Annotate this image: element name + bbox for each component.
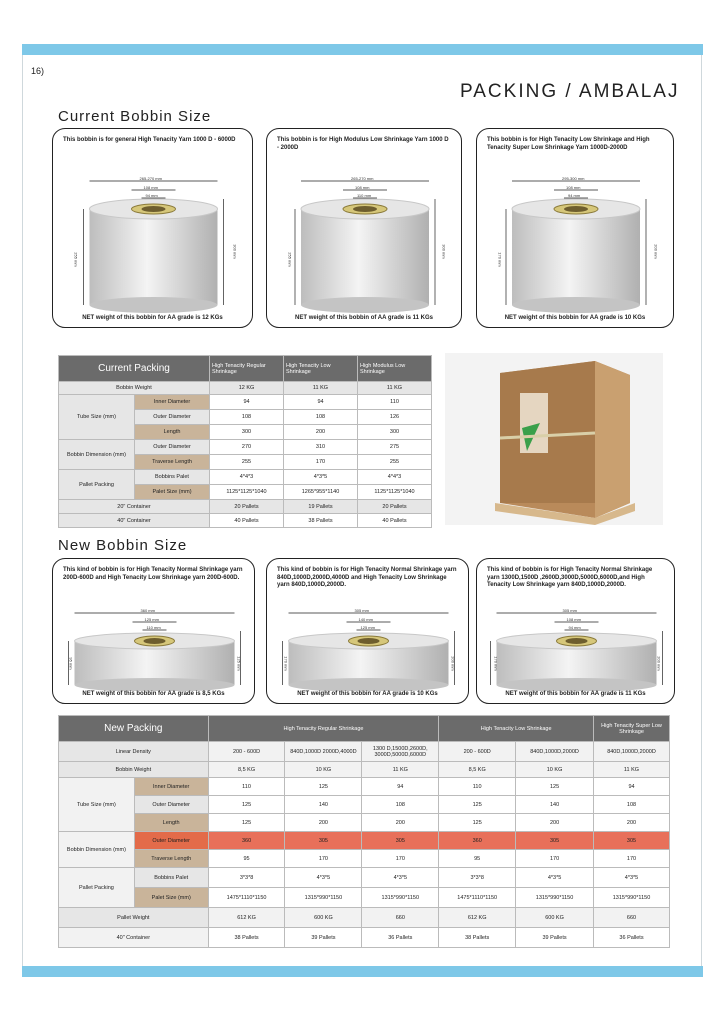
outer-dimension-label: 305 mm	[354, 608, 369, 613]
col-header: High Tenacity Regular Shrinkage	[210, 356, 284, 382]
cell: 140	[516, 796, 594, 814]
cell: 275	[358, 440, 432, 455]
sub-label: Outer Diameter	[135, 440, 210, 455]
cell: 125	[439, 814, 516, 832]
sub-label: Length	[135, 425, 210, 440]
right-height-label: 200 mm	[656, 656, 662, 671]
cell: 612 KG	[208, 908, 285, 928]
bobbin-illustration	[53, 157, 253, 320]
cell: 36 Pallets	[362, 928, 439, 948]
right-height-label: 125 mm	[236, 656, 242, 671]
cell: 38 Pallets	[208, 928, 285, 948]
inner-dimension-label: 94 mm	[568, 625, 581, 630]
cell: 10 KG	[285, 762, 362, 778]
cell: 39 Pallets	[285, 928, 362, 948]
cell: 840D,1000D,2000D	[516, 742, 594, 762]
cell: 200	[362, 814, 439, 832]
cell: 40 Pallets	[210, 514, 284, 528]
cell: 840D,1000D,2000D	[594, 742, 670, 762]
cell: 270	[210, 440, 284, 455]
bottom-accent-bar	[22, 966, 703, 977]
cell: 310	[284, 440, 358, 455]
cell: 660	[362, 908, 439, 928]
cell: 95	[208, 850, 285, 868]
cell: 108	[594, 796, 670, 814]
cell: 660	[594, 908, 670, 928]
mid-dimension-label: 140 mm	[358, 617, 373, 622]
sub-label: Outer Diameter	[135, 410, 210, 425]
sub-label: Bobbins Palet	[134, 868, 208, 888]
bobbin-illustration	[53, 599, 255, 696]
net-weight-note: NET weight of this bobbin for AA grade is 10 KGs	[297, 691, 438, 697]
cell: 94	[284, 395, 358, 410]
left-height-label: 95 mm	[68, 657, 74, 670]
cell: 1125*1125*1040	[210, 485, 284, 500]
bobbin-illustration	[477, 157, 674, 320]
cell: 200	[285, 814, 362, 832]
sub-label: Palet Size (mm)	[135, 485, 210, 500]
cell: 39 Pallets	[516, 928, 594, 948]
cell: 11 KG	[358, 382, 432, 395]
row-label: Pallet Weight	[59, 908, 209, 928]
left-height-label: 170 mm	[497, 252, 503, 267]
cell: 11 KG	[594, 762, 670, 778]
net-weight-note: NET weight of this bobbin for AA grade is 11 KGs	[505, 691, 646, 697]
cell: 11 KG	[284, 382, 358, 395]
cell: 94	[594, 778, 670, 796]
page-number: 16)	[31, 66, 45, 76]
cell: 110	[358, 395, 432, 410]
cell: 300	[358, 425, 432, 440]
cell: 110	[439, 778, 516, 796]
cell: 125	[208, 814, 285, 832]
sub-label: Outer Diameter	[134, 832, 208, 850]
cell: 125	[285, 778, 362, 796]
net-weight-note: NET weight of this bobbin for AA grade is 10 KGs	[504, 315, 646, 321]
sub-label: Inner Diameter	[134, 778, 208, 796]
cell: 4*3*5	[362, 868, 439, 888]
cell: 255	[358, 455, 432, 470]
outer-dimension-label: 295-300 mm	[562, 176, 585, 181]
sub-label: Traverse Length	[134, 850, 208, 868]
cell: 3*3*8	[439, 868, 516, 888]
inner-dimension-label: 110 mm	[146, 625, 161, 630]
cell: 170	[362, 850, 439, 868]
bobbin-card	[266, 128, 462, 328]
cell: 305	[285, 832, 362, 850]
current-packing-title: Current Packing	[59, 356, 210, 382]
row-label: Tube Size (mm)	[59, 778, 135, 832]
cell: 12 KG	[210, 382, 284, 395]
cell: 200	[594, 814, 670, 832]
cell: 1265*955*1140	[284, 485, 358, 500]
current-bobbin-size-heading: Current Bobbin Size	[58, 108, 212, 125]
inner-dimension-label: 125 mm	[360, 625, 375, 630]
outer-dimension-label: 265-270 mm	[139, 176, 162, 181]
cell: 305	[594, 832, 670, 850]
row-label: 20" Container	[59, 500, 210, 514]
sub-label: Inner Diameter	[135, 395, 210, 410]
sub-label: Palet Size (mm)	[134, 888, 208, 908]
page-title: PACKING / AMBALAJ	[460, 81, 680, 102]
net-weight-note: NET weight of this bobbin for AA grade is 8,5 KGs	[82, 691, 225, 697]
cell: 1315*990*1150	[516, 888, 594, 908]
cell: 360	[208, 832, 285, 850]
cell: 4*4*3	[210, 470, 284, 485]
cell: 8,5 KG	[208, 762, 285, 778]
inner-dimension-label: 94 mm	[568, 193, 581, 198]
cell: 110	[208, 778, 285, 796]
cell: 4*3*5	[594, 868, 670, 888]
cell: 200 - 600D	[439, 742, 516, 762]
bobbin-illustration	[267, 599, 469, 696]
cell: 255	[210, 455, 284, 470]
inner-dimension-label: 94 mm	[145, 193, 158, 198]
cell: 95	[439, 850, 516, 868]
right-height-label: 300 mm	[441, 244, 447, 259]
cell: 600 KG	[516, 908, 594, 928]
bobbin-description: This kind of bobbin is for High Tenacity Normal Shrinkage yarn 200D-600D and High Tenacity Low Shrinkage yarn 200D-600D.	[63, 567, 243, 581]
pallet-box-photo	[445, 353, 663, 525]
bobbin-description: This bobbin is for High Modulus Low Shrinkage Yarn 1000 D - 2000D	[277, 137, 449, 151]
cell: 305	[362, 832, 439, 850]
row-label: Bobbin Dimension (mm)	[59, 440, 135, 470]
left-height-label: 255 mm	[73, 252, 79, 267]
left-height-label: 255 mm	[287, 252, 293, 267]
bobbin-description: This bobbin is for High Tenacity Low Shrinkage and High Tenacity Super Low Shrinkage Yarn 1000D-2000D	[487, 137, 650, 151]
bobbin-description: This kind of bobbin is for High Tenacity Normal Shrinkage yarn 840D,1000D,2000D,4000D and High Tenacity Low Shrinkage yarn 840D,1000D,2000D.	[277, 567, 457, 588]
cell: 4*3*5	[284, 470, 358, 485]
mid-dimension-label: 108 mm	[143, 185, 158, 190]
inner-dimension-label: 110 mm	[357, 193, 372, 198]
cell: 1475*1110*1150	[208, 888, 285, 908]
cell: 10 KG	[516, 762, 594, 778]
group-header: High Tenacity Low Shrinkage	[439, 716, 594, 742]
cell: 108	[210, 410, 284, 425]
cell: 1315*990*1150	[285, 888, 362, 908]
cell: 40 Pallets	[358, 514, 432, 528]
group-header: High Tenacity Super Low Shrinkage	[594, 716, 670, 742]
cell: 20 Pallets	[358, 500, 432, 514]
row-label: Linear Density	[59, 742, 209, 762]
net-weight-note: NET weight of this bobbin of AA grade is 11 KGs	[295, 315, 433, 321]
cell: 600 KG	[285, 908, 362, 928]
cell: 140	[285, 796, 362, 814]
cell: 840D,1000D 2000D,4000D	[285, 742, 362, 762]
cell: 1315*990*1150	[362, 888, 439, 908]
outer-dimension-label: 360 mm	[140, 608, 155, 613]
bobbin-illustration	[477, 599, 675, 696]
mid-dimension-label: 108 mm	[355, 185, 370, 190]
bobbin-card	[476, 558, 675, 704]
row-label: Bobbin Weight	[59, 762, 209, 778]
net-weight-note: NET weight of this bobbin for AA grade is 12 KGs	[82, 315, 223, 321]
right-height-label: 300 mm	[232, 244, 238, 259]
cell: 170	[516, 850, 594, 868]
cell: 19 Pallets	[284, 500, 358, 514]
cell: 170	[594, 850, 670, 868]
sub-label: Traverse Length	[135, 455, 210, 470]
col-header: High Modulus Low Shrinkage	[358, 356, 432, 382]
cell: 612 KG	[439, 908, 516, 928]
right-height-label: 200 mm	[653, 244, 659, 259]
cell: 4*3*5	[516, 868, 594, 888]
cell: 38 Pallets	[284, 514, 358, 528]
row-label: 40" Container	[59, 928, 209, 948]
cell: 1125*1125*1040	[358, 485, 432, 500]
top-accent-bar	[22, 44, 703, 55]
cell: 36 Pallets	[594, 928, 670, 948]
cell: 125	[439, 796, 516, 814]
row-label: Bobbin Weight	[59, 382, 210, 395]
outer-dimension-label: 265-270 mm	[351, 176, 374, 181]
cell: 94	[210, 395, 284, 410]
cell: 3*3*8	[208, 868, 285, 888]
new-bobbin-size-heading: New Bobbin Size	[58, 537, 188, 554]
current-packing-table	[58, 355, 432, 528]
cell: 125	[516, 778, 594, 796]
left-height-label: 170 mm	[493, 656, 499, 671]
cell: 94	[362, 778, 439, 796]
cell: 200	[284, 425, 358, 440]
outer-dimension-label: 305 mm	[562, 608, 577, 613]
sub-label: Outer Diameter	[134, 796, 208, 814]
sub-label: Bobbins Palet	[135, 470, 210, 485]
cell: 20 Pallets	[210, 500, 284, 514]
cell: 8,5 KG	[439, 762, 516, 778]
cell: 300	[210, 425, 284, 440]
cell: 1315*990*1150	[594, 888, 670, 908]
bobbin-description: This kind of bobbin is for High Tenacity Normal Shrinkage yarn 1300D,1500D ,2600D,3000D,5000D,6000D,and High Tenacity Low Shrinkage yarn 840D,1000D,2000D.	[487, 567, 653, 588]
bobbin-illustration	[267, 157, 462, 320]
mid-dimension-label: 108 mm	[566, 185, 581, 190]
cell: 1300 D,1500D,2600D, 3000D,5000D,6000D	[362, 742, 439, 762]
cell: 4*3*5	[285, 868, 362, 888]
mid-dimension-label: 125 mm	[144, 617, 159, 622]
bobbin-card	[476, 128, 674, 328]
row-label: Tube Size (mm)	[59, 395, 135, 440]
mid-dimension-label: 108 mm	[566, 617, 581, 622]
cell: 4*4*3	[358, 470, 432, 485]
right-height-label: 200 mm	[450, 656, 456, 671]
new-packing-title: New Packing	[59, 716, 209, 742]
new-packing-table	[58, 715, 670, 948]
cell: 170	[285, 850, 362, 868]
cell: 1475*1110*1150	[439, 888, 516, 908]
cell: 200	[516, 814, 594, 832]
cell: 125	[208, 796, 285, 814]
cell: 108	[362, 796, 439, 814]
bobbin-description: This bobbin is for general High Tenacity Yarn 1000 D - 6000D	[63, 137, 236, 143]
row-label: 40" Container	[59, 514, 210, 528]
bobbin-card	[52, 128, 253, 328]
bobbin-card	[52, 558, 255, 704]
row-label: Pallet Packing	[59, 868, 135, 908]
cell: 305	[516, 832, 594, 850]
cell: 200 - 600D	[208, 742, 285, 762]
cell: 38 Pallets	[439, 928, 516, 948]
cell: 126	[358, 410, 432, 425]
cell: 360	[439, 832, 516, 850]
bobbin-card	[266, 558, 469, 704]
cell: 11 KG	[362, 762, 439, 778]
sub-label: Length	[134, 814, 208, 832]
cell: 170	[284, 455, 358, 470]
row-label: Pallet Packing	[59, 470, 135, 500]
cell: 108	[284, 410, 358, 425]
row-label: Bobbin Dimension (mm)	[59, 832, 135, 868]
left-height-label: 170 mm	[283, 656, 289, 671]
col-header: High Tenacity Low Shrinkage	[284, 356, 358, 382]
group-header: High Tenacity Regular Shrinkage	[208, 716, 439, 742]
